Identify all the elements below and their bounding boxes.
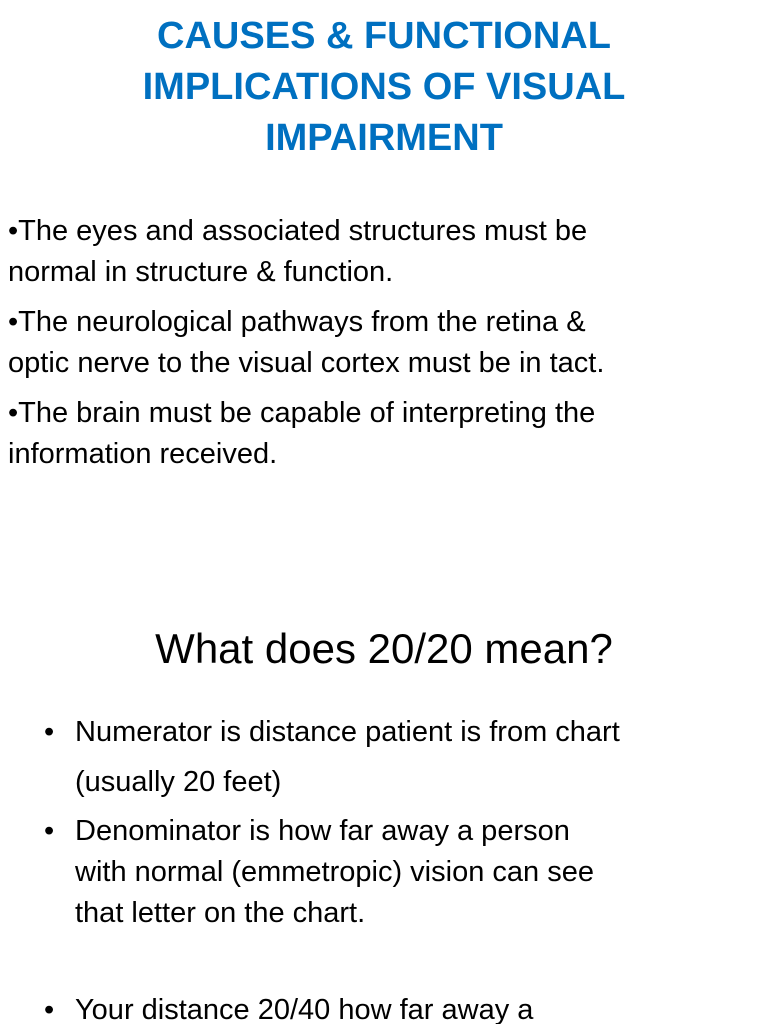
slide-title-line: IMPAIRMENT — [265, 117, 503, 159]
bullet-line: •The neurological pathways from the retina & — [8, 306, 586, 338]
bullet-line: with normal (emmetropic) vision can see — [75, 856, 594, 888]
bullet-line: Your distance 20/40 how far away a — [75, 994, 534, 1024]
bullet-marker: • — [44, 716, 55, 748]
bullet-line: •The eyes and associated structures must be — [8, 215, 588, 247]
bullet-line: optic nerve to the visual cortex must be in tact. — [8, 347, 605, 379]
bullet-line: (usually 20 feet) — [75, 766, 282, 798]
section-title: What does 20/20 mean? — [155, 625, 613, 672]
bullet-line: information received. — [8, 438, 278, 470]
slide-title-line: CAUSES & FUNCTIONAL — [157, 15, 611, 57]
bullet-line: Denominator is how far away a person — [75, 815, 570, 847]
bullet-marker: • — [44, 815, 55, 847]
bullet-line: normal in structure & function. — [8, 256, 394, 288]
bullet-line: Numerator is distance patient is from chart — [75, 716, 620, 748]
slide-title-line: IMPLICATIONS OF VISUAL — [142, 66, 626, 108]
bullet-line: that letter on the chart. — [75, 897, 366, 929]
bullet-marker: • — [44, 994, 55, 1024]
bullet-line: •The brain must be capable of interpreting the — [8, 397, 596, 429]
